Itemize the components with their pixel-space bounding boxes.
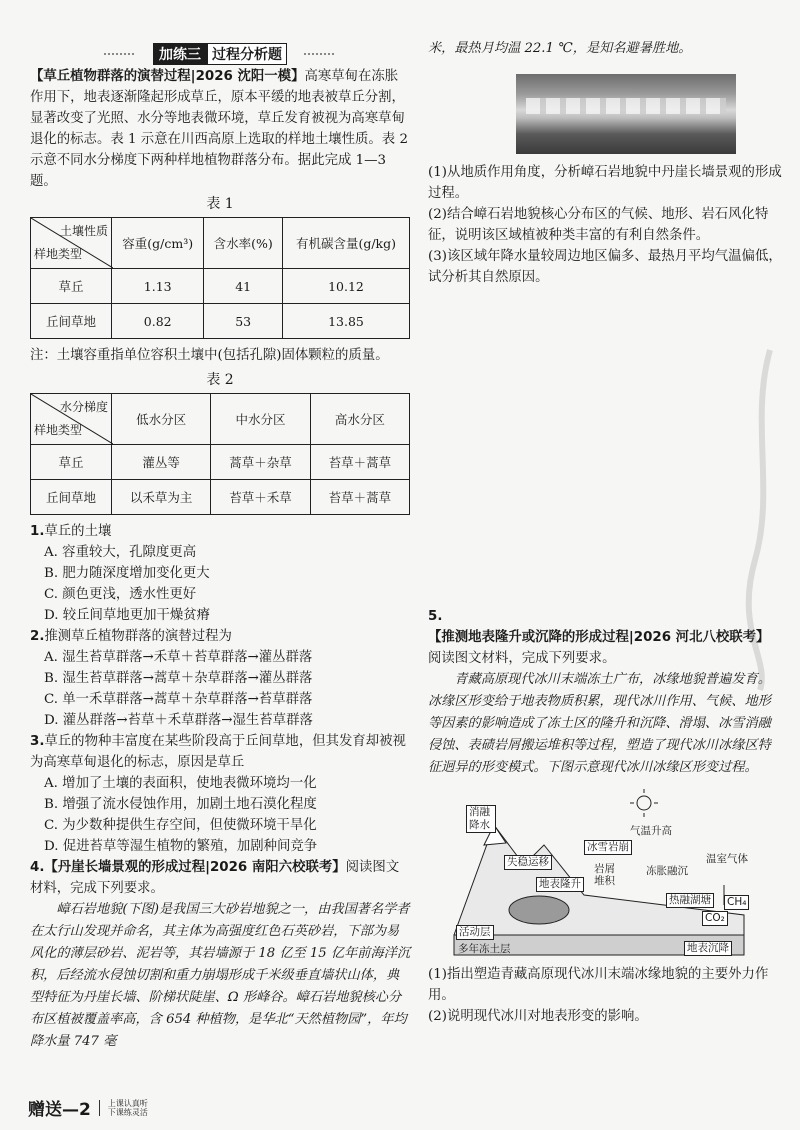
sun-icon xyxy=(637,796,651,810)
question-5 xyxy=(428,606,783,1027)
q2-option-c[interactable]: C. 单一禾草群落→蒿草＋杂草群落→苔草群落 xyxy=(44,692,313,707)
q1-option-c[interactable]: C. 颜色更浅，透水性更好 xyxy=(44,587,197,602)
table-cell: 灌丛等 xyxy=(112,445,211,480)
q5-ask-2: (2)说明现代冰川对地表形变的影响。 xyxy=(428,1009,648,1024)
label-active: 活动层 xyxy=(456,925,494,940)
decorative-stroke-icon xyxy=(740,340,780,700)
table-cell: 以禾草为主 xyxy=(112,480,211,515)
table1-header: 容重(g/cm³) xyxy=(112,218,204,269)
table-cell: 41 xyxy=(204,269,283,304)
table1-diag-top: 土壤性质 xyxy=(59,224,108,238)
table2 xyxy=(30,393,410,515)
label-perma: 多年冻土层 xyxy=(458,943,511,955)
table2-diag-bottom: 样地类型 xyxy=(34,423,83,437)
table1-caption: 表 1 xyxy=(206,196,234,212)
thermo-lake xyxy=(509,896,569,924)
label-ch4: CH₄ xyxy=(724,895,749,910)
intro-paragraph xyxy=(30,66,410,192)
q2-option-d[interactable]: D. 灌丛群落→苔草＋禾草群落→湿生苔草群落 xyxy=(44,713,313,728)
banner-label-b: 过程分析题 xyxy=(207,43,287,65)
left-column xyxy=(30,40,410,1053)
q2-num: 2. xyxy=(30,629,45,644)
glacier-diagram xyxy=(444,785,754,960)
q3-option-d[interactable]: D. 促进苔草等湿生植物的繁殖，加剧种间竞争 xyxy=(44,839,318,854)
label-snow: 冰雪岩崩 xyxy=(584,840,632,855)
table-cell: 1.13 xyxy=(112,269,204,304)
table2-header-row xyxy=(31,394,410,445)
q4-num: 4. xyxy=(30,860,45,875)
table2-diag-top: 水分梯度 xyxy=(59,400,108,414)
q5-material: 青藏高原现代冰川末端冻土广布，冰缘地貌普遍发育。冰缘区形变给于地表物质积累，现代冰川作用、气候、地形等因素的影响造成了冻土区的隆升和沉降、滑塌、冰雪消融侵蚀、表碛岩屑搬运堆积等过程，塑造了现代冰川冰缘区特征迥异的形变模式。下图示意现代冰川冰缘区形变过程。 xyxy=(428,672,771,775)
q3-stem: 草丘的物种丰富度在某些阶段高于丘间草地，但其发育却被视为高寒草甸退化的标志，原因是草丘 xyxy=(30,734,406,770)
table-cell: 苔草＋蒿草 xyxy=(310,445,409,480)
sun-rays-icon xyxy=(630,789,658,817)
table-row xyxy=(31,269,410,304)
table-cell: 苔草＋蒿草 xyxy=(310,480,409,515)
table-cell: 苔草＋禾草 xyxy=(211,480,310,515)
label-rock: 岩屑堆积 xyxy=(594,863,615,887)
row-name: 丘间草地 xyxy=(31,304,112,339)
footer-label: 赠送—2 xyxy=(28,1100,91,1120)
table-row xyxy=(31,480,410,515)
question-3 xyxy=(30,731,410,857)
q4-ask-3: (3)该区域年降水量较周边地区偏多、最热月平均气温偏低，试分析其自然原因。 xyxy=(428,249,782,285)
row-name: 草丘 xyxy=(31,445,112,480)
q4-tag: 【丹崖长墙景观的形成过程|2026 南阳六校联考】 xyxy=(44,860,346,875)
q3-option-a[interactable]: A. 增加了土壤的表面积，使地表微环境均一化 xyxy=(44,776,317,791)
question-4 xyxy=(30,857,410,1053)
question-2 xyxy=(30,626,410,731)
q3-option-b[interactable]: B. 增强了流水侵蚀作用，加剧土地石漠化程度 xyxy=(44,797,317,812)
label-subside: 地表沉降 xyxy=(684,941,732,956)
table1-header: 含水率(%) xyxy=(204,218,283,269)
label-temp: 气温升高 xyxy=(630,825,672,837)
q5-lead: 阅读图文材料，完成下列要求。 xyxy=(428,651,616,666)
table2-header: 中水分区 xyxy=(211,394,310,445)
q1-stem: 草丘的土壤 xyxy=(44,524,112,539)
intro-text: 高寒草甸在冻胀作用下，地表逐渐隆起形成草丘，原本平缓的地表被草丘分割，显著改变了光照、水分等地表微环境，草丘发育被视为高寒草甸退化的标志。表 1 示意在川西高原上选取的样地土壤性质。表 2 示意不同水分梯度下两种样地植物群落分布。据此完成 1—3 题。 xyxy=(30,69,408,189)
table-cell: 0.82 xyxy=(112,304,204,339)
label-melt: 消融降水 xyxy=(466,805,496,833)
label-freeze: 失稳运移 xyxy=(504,855,552,870)
table2-caption: 表 2 xyxy=(206,372,234,388)
landform-photo xyxy=(516,74,736,154)
q4-material-cont: 米，最热月均温 22.1 ℃，是知名避暑胜地。 xyxy=(428,41,692,56)
q3-option-c[interactable]: C. 为少数种提供生存空间，但使微环境干旱化 xyxy=(44,818,317,833)
table1-diag-cell xyxy=(31,218,112,269)
right-column xyxy=(428,38,783,1027)
label-uplift: 地表隆升 xyxy=(536,877,584,892)
cliff-band xyxy=(526,98,726,114)
table-row xyxy=(31,445,410,480)
footer-divider xyxy=(99,1100,100,1116)
table-cell: 13.85 xyxy=(282,304,409,339)
q2-option-a[interactable]: A. 湿生苔草群落→禾草＋苔草群落→灌丛群落 xyxy=(44,650,313,665)
q4-lead: 阅读图文材料，完成下列要求。 xyxy=(30,860,400,896)
intro-tag: 【草丘植物群落的演替过程|2026 沈阳一模】 xyxy=(30,69,305,84)
label-frost: 冻胀融沉 xyxy=(646,865,688,877)
table1-header: 有机碳含量(g/kg) xyxy=(282,218,409,269)
table2-diag-cell xyxy=(31,394,112,445)
q5-num: 5. xyxy=(428,609,443,624)
q1-option-d[interactable]: D. 较丘间草地更加干燥贫瘠 xyxy=(44,608,211,623)
q1-option-b[interactable]: B. 肥力随深度增加变化更大 xyxy=(44,566,210,581)
q5-tag: 【推测地表隆升或沉降的形成过程|2026 河北八校联考】 xyxy=(428,630,770,645)
question-1 xyxy=(30,521,410,626)
table2-header: 高水分区 xyxy=(310,394,409,445)
table-cell: 10.12 xyxy=(282,269,409,304)
footer-slogan-b: 下课练灵活 xyxy=(107,1107,148,1117)
row-name: 草丘 xyxy=(31,269,112,304)
q4-material: 嶂石岩地貌(下图)是我国三大砂岩地貌之一，由我国著名学者在太行山发现并命名，其主体为高强度红色石英砂岩，下部为易风化的薄层砂岩、泥岩等，其岩墙源于 18 亿至 15 亿年前海洋沉积，后经流水侵蚀切割和重力崩塌形成千米级垂直墙状山体，典型特征为丹崖长墙、阶梯状陡崖、Ω 形峰谷。嶂石岩地貌核心分布区植被覆盖率高，含 654 种植物，是华北“天然植物园”，年均降水量 747 毫 xyxy=(30,902,411,1049)
q5-ask-1: (1)指出塑造青藏高原现代冰川末端冰缘地貌的主要外力作用。 xyxy=(428,967,769,1003)
footer-slogan-a: 上课认真听 xyxy=(107,1098,148,1108)
q4-ask-2: (2)结合嶂石岩地貌核心分布区的气候、地形、岩石风化特征，说明该区域植被种类丰富的有利自然条件。 xyxy=(428,207,769,243)
footer-slogan xyxy=(108,1099,148,1117)
label-thermo: 热融湖塘 xyxy=(666,893,714,908)
table-note: 注：土壤容重指单位容积土壤中(包括孔隙)固体颗粒的质量。 xyxy=(30,348,389,363)
table1-diag-bottom: 样地类型 xyxy=(34,247,83,261)
table1-header-row xyxy=(31,218,410,269)
row-name: 丘间草地 xyxy=(31,480,112,515)
q1-option-a[interactable]: A. 容重较大，孔隙度更高 xyxy=(44,545,197,560)
table2-header: 低水分区 xyxy=(112,394,211,445)
table1 xyxy=(30,217,410,339)
table-cell: 蒿草＋杂草 xyxy=(211,445,310,480)
q3-num: 3. xyxy=(30,734,45,749)
page-footer xyxy=(28,1095,148,1120)
q2-stem: 推测草丘植物群落的演替过程为 xyxy=(44,629,232,644)
table-cell: 53 xyxy=(204,304,283,339)
label-co2: CO₂ xyxy=(702,911,728,926)
q4-ask-1: (1)从地质作用角度，分析嶂石岩地貌中丹崖长墙景观的形成过程。 xyxy=(428,165,782,201)
q1-num: 1. xyxy=(30,524,45,539)
table-row xyxy=(31,304,410,339)
banner-label-a: 加练三 xyxy=(153,43,207,65)
q2-option-b[interactable]: B. 湿生苔草群落→蒿草＋杂草群落→灌丛群落 xyxy=(44,671,313,686)
label-gas: 温室气体 xyxy=(706,853,748,865)
